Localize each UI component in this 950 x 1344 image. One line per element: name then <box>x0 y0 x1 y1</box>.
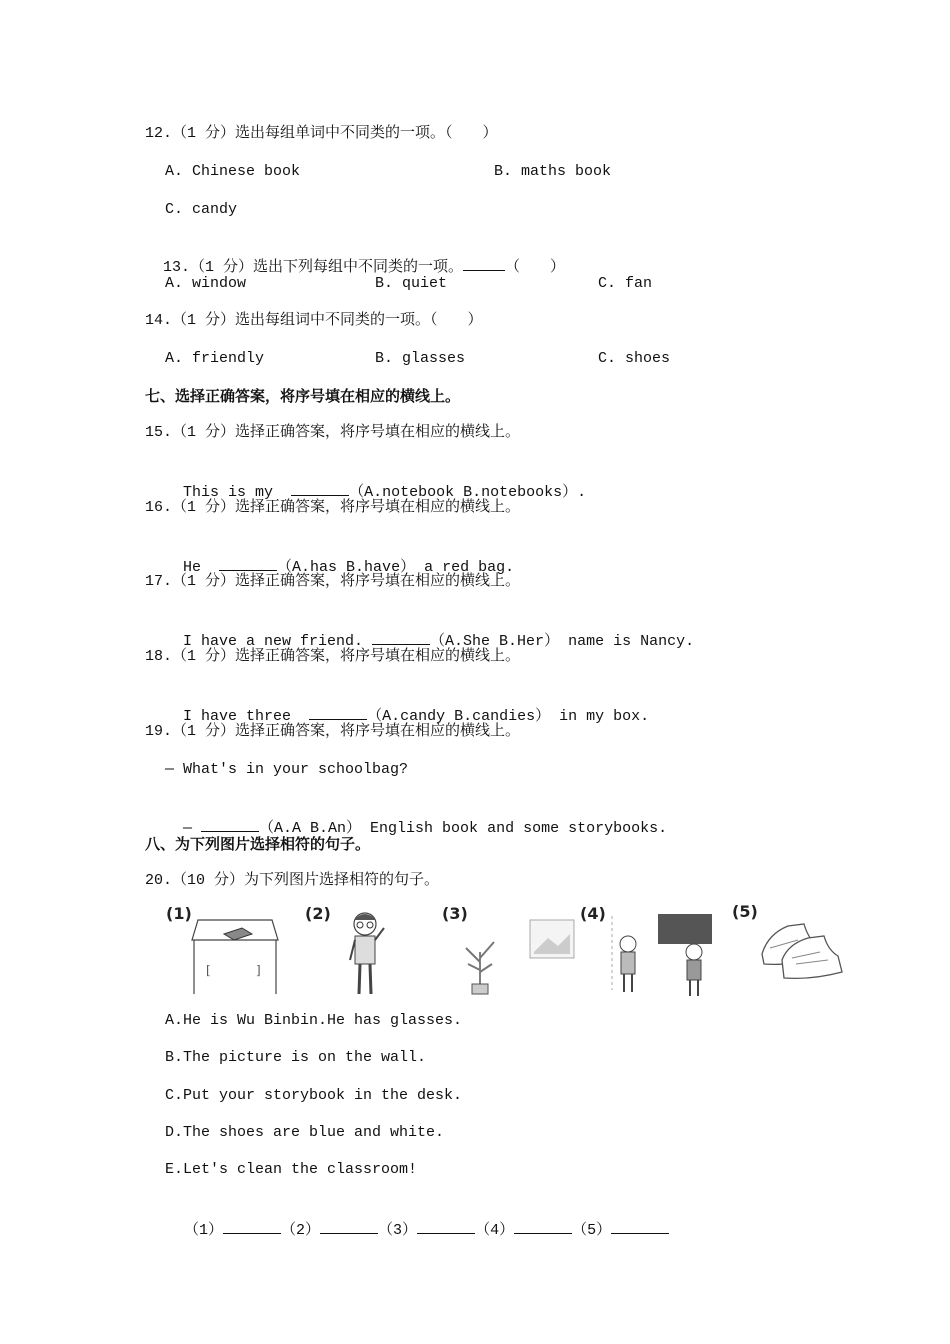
q18-sentence <box>165 685 649 727</box>
fig-2-label: (2) <box>305 904 331 923</box>
q20-answer-5-label: （5） <box>572 1222 612 1239</box>
q20-pictures <box>160 900 860 1000</box>
q20-option-b: B.The picture is on the wall. <box>165 1049 427 1066</box>
q13-stem <box>145 236 565 278</box>
q12-option-a: A. Chinese book <box>165 163 301 180</box>
q17-pre: I have a new friend. <box>183 633 373 650</box>
q20-answer-4-label: （4） <box>475 1222 515 1239</box>
q20-option-e: E.Let's clean the classroom! <box>165 1161 418 1178</box>
q17-sentence <box>165 610 694 652</box>
q15-stem: 15.（1 分）选择正确答案，将序号填在相应的横线上。 <box>145 424 521 441</box>
q19-stem: 19.（1 分）选择正确答案，将序号填在相应的横线上。 <box>145 723 521 740</box>
q16-answer-blank[interactable] <box>219 556 277 571</box>
q18-post: （A.candy B.candies） in my box. <box>367 708 650 725</box>
q13-stem-text: 13.（1 分）选出下列每组中不同类的一项。 <box>163 259 464 276</box>
q20-option-d: D.The shoes are blue and white. <box>165 1124 445 1141</box>
svg-text:[: [ <box>206 963 211 977</box>
q19-answer-blank[interactable] <box>201 817 259 832</box>
q12-option-c: C. candy <box>165 201 238 218</box>
q20-answer-3-blank[interactable] <box>417 1219 475 1234</box>
q14-option-a: A. friendly <box>165 350 265 367</box>
q20-answer-4-blank[interactable] <box>514 1219 572 1234</box>
q19-dialog-line-2 <box>165 797 667 839</box>
q19-post: （A.A B.An） English book and some storybooks. <box>259 820 668 837</box>
q20-answer-1-blank[interactable] <box>223 1219 281 1234</box>
q19-dialog-line-1: — What's in your schoolbag? <box>165 761 409 778</box>
q15-answer-blank[interactable] <box>291 481 349 496</box>
q14-stem: 14.（1 分）选出每组词中不同类的一项。（ ） <box>145 312 483 329</box>
q20-option-c: C.Put your storybook in the desk. <box>165 1087 463 1104</box>
q13-answer-blank[interactable] <box>463 256 505 271</box>
fig-5-label: (5) <box>732 902 758 921</box>
q17-post: （A.She B.Her） name is Nancy. <box>430 633 695 650</box>
shoes-picture <box>758 914 848 986</box>
classroom-picture <box>606 910 716 998</box>
q17-stem: 17.（1 分）选择正确答案，将序号填在相应的横线上。 <box>145 573 521 590</box>
q20-answer-row <box>166 1199 669 1241</box>
q12-option-b: B. maths book <box>494 163 612 180</box>
wall-picture <box>458 912 578 996</box>
q13-option-a: A. window <box>165 275 247 292</box>
boy-picture <box>340 908 390 998</box>
q18-stem: 18.（1 分）选择正确答案，将序号填在相应的横线上。 <box>145 648 521 665</box>
q20-answer-3-label: （3） <box>378 1222 418 1239</box>
q18-pre: I have three <box>183 708 301 725</box>
q15-post: （A.notebook B.notebooks）. <box>349 484 587 501</box>
q15-sentence <box>165 461 586 503</box>
q18-answer-blank[interactable] <box>309 705 367 720</box>
q17-answer-blank[interactable] <box>372 630 430 645</box>
q13-stem-paren: （ ） <box>505 259 566 276</box>
q19-pre: — <box>183 820 202 837</box>
fig-4-label: (4) <box>580 904 606 923</box>
q16-post: （A.has B.have） a red bag. <box>277 559 515 576</box>
q20-answer-1-label: （1） <box>184 1222 224 1239</box>
section-8-heading: 八、为下列图片选择相符的句子。 <box>145 835 371 853</box>
q20-option-a: A.He is Wu Binbin.He has glasses. <box>165 1012 463 1029</box>
fig-1-label: (1) <box>166 904 192 923</box>
q16-pre: He <box>183 559 211 576</box>
q13-option-c: C. fan <box>598 275 653 292</box>
section-7-heading: 七、选择正确答案，将序号填在相应的横线上。 <box>145 387 461 405</box>
q12-stem: 12.（1 分）选出每组单词中不同类的一项。（ ） <box>145 125 498 142</box>
q16-stem: 16.（1 分）选择正确答案，将序号填在相应的横线上。 <box>145 499 521 516</box>
q20-stem: 20.（10 分）为下列图片选择相符的句子。 <box>145 872 440 889</box>
desk-picture <box>190 912 280 996</box>
q15-pre: This is my <box>183 484 283 501</box>
q13-option-b: B. quiet <box>375 275 448 292</box>
q14-option-b: B. glasses <box>375 350 466 367</box>
q20-answer-5-blank[interactable] <box>611 1219 669 1234</box>
svg-text:]: ] <box>256 963 261 977</box>
q20-answer-2-label: （2） <box>281 1222 321 1239</box>
q20-answer-2-blank[interactable] <box>320 1219 378 1234</box>
fig-3-label: (3) <box>442 904 468 923</box>
q14-option-c: C. shoes <box>598 350 671 367</box>
